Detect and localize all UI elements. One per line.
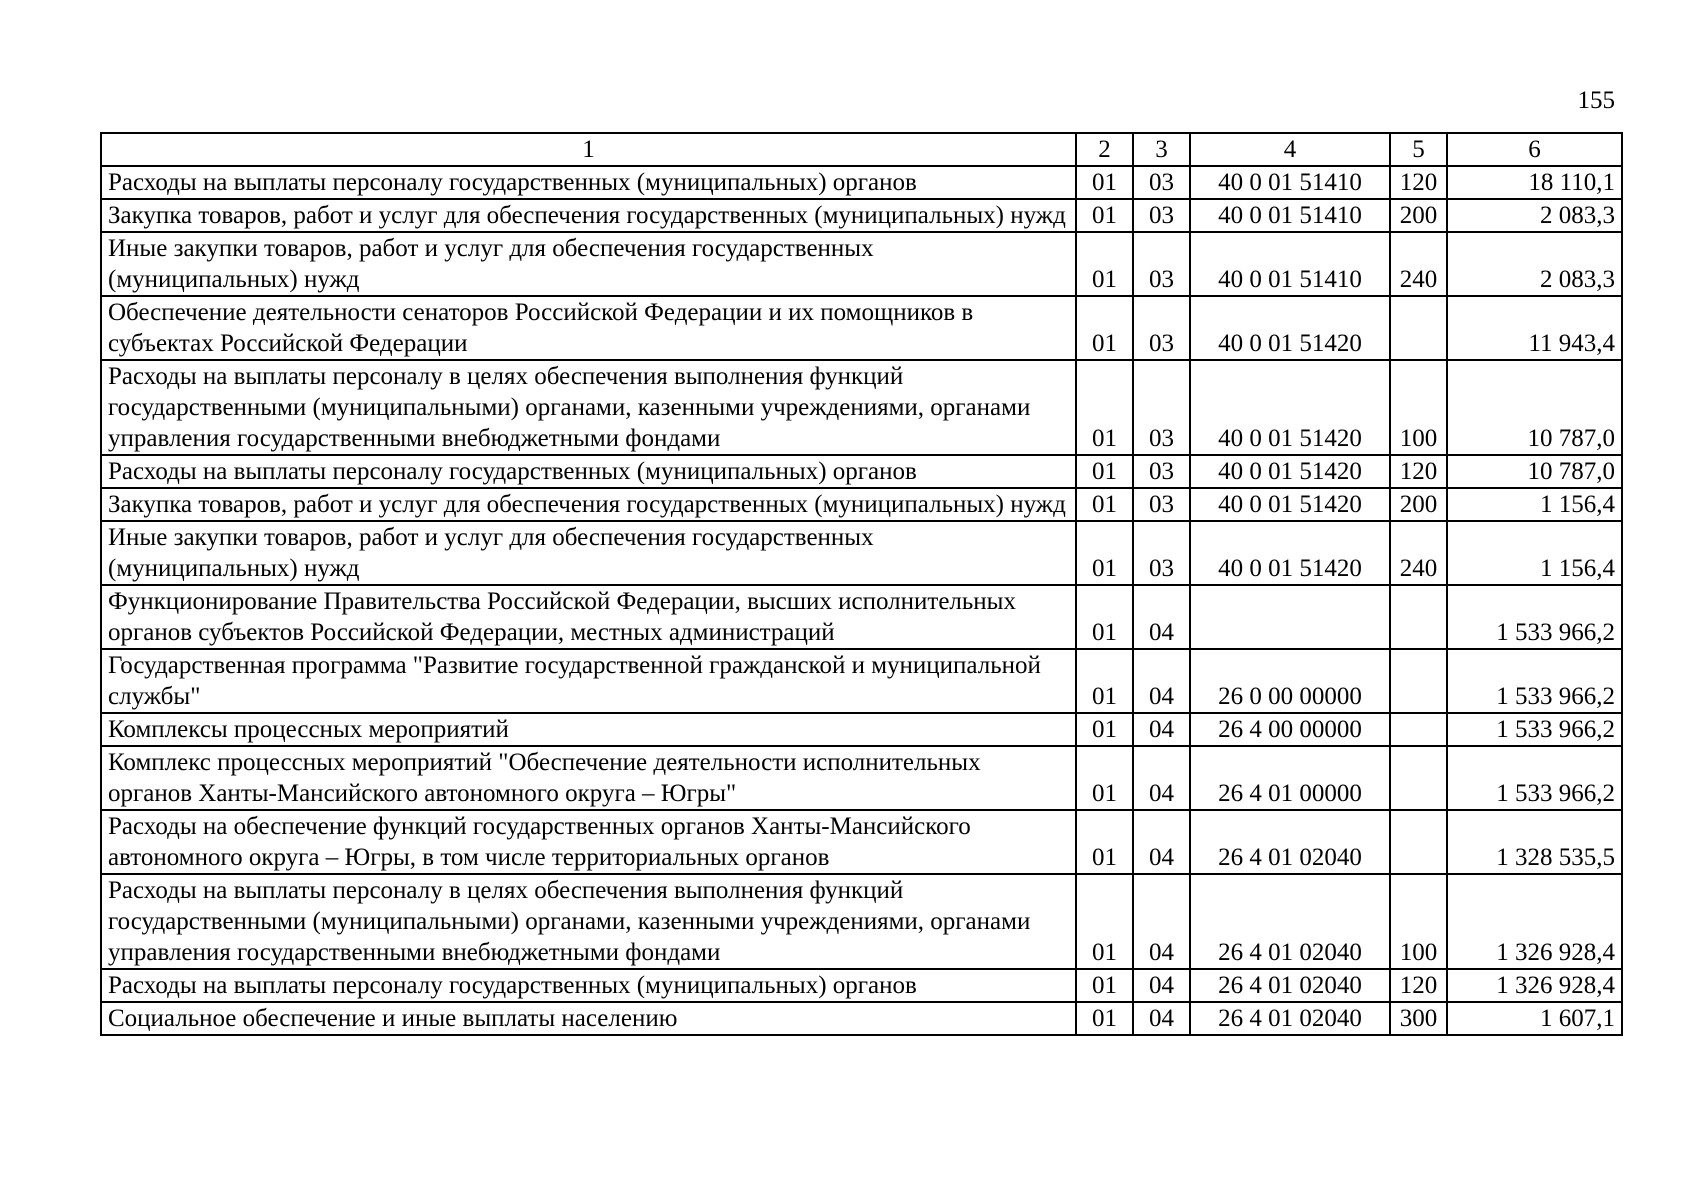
row-section-cell: 01 [1076, 649, 1133, 713]
row-subsection-cell: 03 [1133, 455, 1190, 488]
row-section-cell: 01 [1076, 521, 1133, 585]
row-name-cell: Расходы на выплаты персоналу государственных (муниципальных) органов [101, 969, 1076, 1002]
row-expense-type-cell: 100 [1390, 874, 1447, 969]
row-name-cell: Расходы на выплаты персоналу государственных (муниципальных) органов [101, 166, 1076, 199]
row-amount-cell: 1 156,4 [1447, 521, 1622, 585]
row-expense-type-cell [1390, 296, 1447, 360]
row-section-cell: 01 [1076, 232, 1133, 296]
row-name-cell: Иные закупки товаров, работ и услуг для обеспечения государственных (муниципальных) нужд [101, 521, 1076, 585]
row-name-cell: Социальное обеспечение и иные выплаты населению [101, 1002, 1076, 1035]
table-row [101, 166, 1622, 199]
row-subsection-cell: 03 [1133, 360, 1190, 455]
row-name-cell: Расходы на выплаты персоналу в целях обеспечения выполнения функций государственными (муниципальными) органами, казенными учреждениями, органами управления государственными внебюджетными фондами [101, 360, 1076, 455]
row-target-article-cell: 26 0 00 00000 [1190, 649, 1390, 713]
table-row [101, 199, 1622, 232]
row-section-cell: 01 [1076, 455, 1133, 488]
row-target-article-cell: 40 0 01 51410 [1190, 199, 1390, 232]
row-amount-cell: 1 326 928,4 [1447, 969, 1622, 1002]
row-name-cell: Расходы на обеспечение функций государственных органов Ханты-Мансийского автономного округа – Югры, в том числе территориальных органов [101, 810, 1076, 874]
header-cell: 1 [101, 133, 1076, 166]
table-row [101, 488, 1622, 521]
table-row [101, 969, 1622, 1002]
table-row [101, 521, 1622, 585]
table-row [101, 232, 1622, 296]
row-name-cell: Расходы на выплаты персоналу в целях обеспечения выполнения функций государственными (муниципальными) органами, казенными учреждениями, органами управления государственными внебюджетными фондами [101, 874, 1076, 969]
row-expense-type-cell [1390, 649, 1447, 713]
row-subsection-cell: 03 [1133, 232, 1190, 296]
row-target-article-cell: 26 4 01 02040 [1190, 874, 1390, 969]
table-row [101, 746, 1622, 810]
row-expense-type-cell: 200 [1390, 488, 1447, 521]
table-row [101, 1002, 1622, 1035]
row-target-article-cell: 26 4 00 00000 [1190, 713, 1390, 746]
table-row [101, 874, 1622, 969]
row-amount-cell: 11 943,4 [1447, 296, 1622, 360]
row-amount-cell: 1 533 966,2 [1447, 585, 1622, 649]
table-row [101, 296, 1622, 360]
row-target-article-cell: 40 0 01 51420 [1190, 521, 1390, 585]
row-target-article-cell: 40 0 01 51420 [1190, 455, 1390, 488]
row-expense-type-cell: 200 [1390, 199, 1447, 232]
page-number: 155 [1577, 87, 1615, 114]
row-section-cell: 01 [1076, 810, 1133, 874]
row-target-article-cell: 26 4 01 02040 [1190, 810, 1390, 874]
header-cell: 2 [1076, 133, 1133, 166]
table-row [101, 360, 1622, 455]
row-section-cell: 01 [1076, 969, 1133, 1002]
row-amount-cell: 1 156,4 [1447, 488, 1622, 521]
row-name-cell: Комплекс процессных мероприятий "Обеспечение деятельности исполнительных органов Ханты-Мансийского автономного округа – Югры" [101, 746, 1076, 810]
row-name-cell: Комплексы процессных мероприятий [101, 713, 1076, 746]
row-expense-type-cell: 100 [1390, 360, 1447, 455]
row-amount-cell: 1 533 966,2 [1447, 713, 1622, 746]
row-expense-type-cell [1390, 746, 1447, 810]
row-amount-cell: 10 787,0 [1447, 455, 1622, 488]
header-cell: 3 [1133, 133, 1190, 166]
row-section-cell: 01 [1076, 746, 1133, 810]
row-amount-cell: 1 328 535,5 [1447, 810, 1622, 874]
row-amount-cell: 1 607,1 [1447, 1002, 1622, 1035]
row-name-cell: Закупка товаров, работ и услуг для обеспечения государственных (муниципальных) нужд [101, 488, 1076, 521]
row-target-article-cell: 26 4 01 00000 [1190, 746, 1390, 810]
row-amount-cell: 1 533 966,2 [1447, 746, 1622, 810]
header-cell: 6 [1447, 133, 1622, 166]
row-expense-type-cell: 240 [1390, 232, 1447, 296]
row-section-cell: 01 [1076, 874, 1133, 969]
row-target-article-cell [1190, 585, 1390, 649]
row-section-cell: 01 [1076, 585, 1133, 649]
row-subsection-cell: 04 [1133, 810, 1190, 874]
row-subsection-cell: 04 [1133, 649, 1190, 713]
table-row [101, 713, 1622, 746]
table-body [101, 166, 1622, 1035]
header-cell: 4 [1190, 133, 1390, 166]
row-expense-type-cell [1390, 713, 1447, 746]
budget-table [100, 132, 1623, 1036]
row-target-article-cell: 40 0 01 51410 [1190, 232, 1390, 296]
table-header-row [101, 133, 1622, 166]
row-amount-cell: 18 110,1 [1447, 166, 1622, 199]
row-expense-type-cell: 120 [1390, 166, 1447, 199]
row-subsection-cell: 04 [1133, 1002, 1190, 1035]
row-expense-type-cell: 120 [1390, 455, 1447, 488]
row-target-article-cell: 26 4 01 02040 [1190, 969, 1390, 1002]
row-subsection-cell: 03 [1133, 296, 1190, 360]
row-subsection-cell: 03 [1133, 199, 1190, 232]
row-name-cell: Государственная программа "Развитие государственной гражданской и муниципальной службы" [101, 649, 1076, 713]
row-subsection-cell: 04 [1133, 969, 1190, 1002]
row-section-cell: 01 [1076, 713, 1133, 746]
row-expense-type-cell: 240 [1390, 521, 1447, 585]
row-amount-cell: 2 083,3 [1447, 232, 1622, 296]
row-amount-cell: 2 083,3 [1447, 199, 1622, 232]
row-name-cell: Функционирование Правительства Российской Федерации, высших исполнительных органов субъектов Российской Федерации, местных администраций [101, 585, 1076, 649]
row-name-cell: Обеспечение деятельности сенаторов Российской Федерации и их помощников в субъектах Российской Федерации [101, 296, 1076, 360]
row-subsection-cell: 04 [1133, 746, 1190, 810]
table-row [101, 455, 1622, 488]
row-amount-cell: 10 787,0 [1447, 360, 1622, 455]
header-cell: 5 [1390, 133, 1447, 166]
row-target-article-cell: 40 0 01 51410 [1190, 166, 1390, 199]
row-expense-type-cell [1390, 810, 1447, 874]
row-expense-type-cell [1390, 585, 1447, 649]
row-subsection-cell: 03 [1133, 521, 1190, 585]
row-target-article-cell: 40 0 01 51420 [1190, 296, 1390, 360]
row-name-cell: Расходы на выплаты персоналу государственных (муниципальных) органов [101, 455, 1076, 488]
row-amount-cell: 1 326 928,4 [1447, 874, 1622, 969]
row-target-article-cell: 40 0 01 51420 [1190, 488, 1390, 521]
row-amount-cell: 1 533 966,2 [1447, 649, 1622, 713]
row-subsection-cell: 03 [1133, 488, 1190, 521]
row-target-article-cell: 40 0 01 51420 [1190, 360, 1390, 455]
row-section-cell: 01 [1076, 488, 1133, 521]
row-subsection-cell: 04 [1133, 713, 1190, 746]
row-expense-type-cell: 300 [1390, 1002, 1447, 1035]
row-name-cell: Закупка товаров, работ и услуг для обеспечения государственных (муниципальных) нужд [101, 199, 1076, 232]
row-section-cell: 01 [1076, 1002, 1133, 1035]
row-section-cell: 01 [1076, 360, 1133, 455]
row-target-article-cell: 26 4 01 02040 [1190, 1002, 1390, 1035]
row-subsection-cell: 04 [1133, 874, 1190, 969]
table-row [101, 649, 1622, 713]
table-row [101, 585, 1622, 649]
row-subsection-cell: 03 [1133, 166, 1190, 199]
row-subsection-cell: 04 [1133, 585, 1190, 649]
row-name-cell: Иные закупки товаров, работ и услуг для обеспечения государственных (муниципальных) нужд [101, 232, 1076, 296]
table-row [101, 810, 1622, 874]
row-section-cell: 01 [1076, 199, 1133, 232]
row-section-cell: 01 [1076, 166, 1133, 199]
row-expense-type-cell: 120 [1390, 969, 1447, 1002]
row-section-cell: 01 [1076, 296, 1133, 360]
